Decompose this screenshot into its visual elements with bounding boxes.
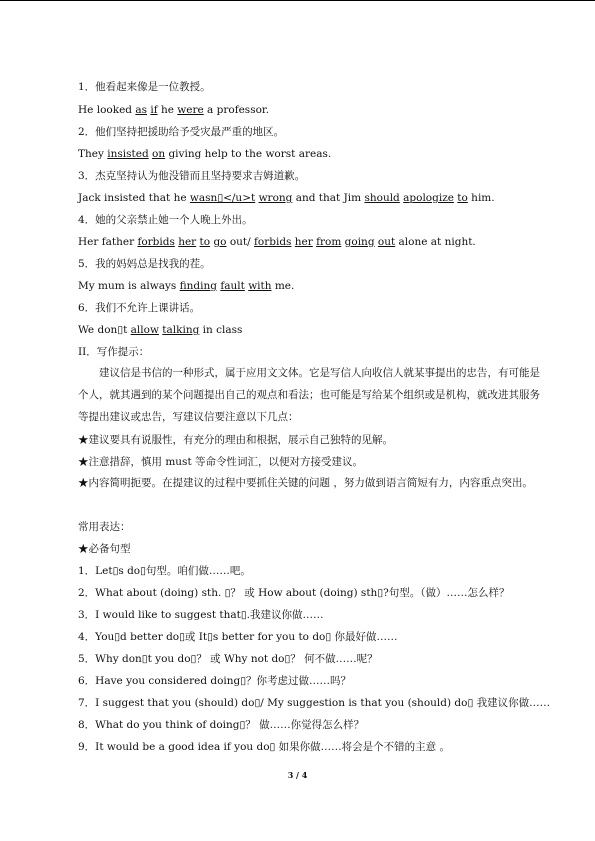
common-expressions-label: 常用表达：	[78, 521, 131, 533]
pattern-4: 4．You▯d better do▯或 It▯s better for you to do▯ 你最好做……	[78, 631, 398, 643]
item-4-english: Her father forbids her to go out/ forbids her from going out alone at night.	[78, 236, 476, 248]
tip-2: ★注意措辞，慎用 must 等命令性词汇，以便对方接受建议。	[78, 456, 364, 468]
item-1-chinese: 1．他看起来像是一位教授。	[78, 81, 211, 93]
item-4-chinese: 4．她的父亲禁止她一个人晚上外出。	[78, 214, 253, 226]
intro-paragraph: 建议信是书信的一种形式，属于应用文文体。它是写信人向收信人就某事提出的忠告，有可能是个人，就其遇到的某个问题提出自己的观点和看法；也可能是写给某个组织或是机构，就改进其服务等提出建议或忠告，写建议信要注意以下几点：	[78, 367, 540, 423]
item-3-english: Jack insisted that he wasn▯</u>t wrong and that Jim should apologize to him.	[78, 192, 495, 204]
pattern-5: 5．Why don▯t you do▯？ 或 Why not do▯？ 何不做……呢？	[78, 653, 378, 665]
item-6-chinese: 6．我们不允许上课讲话。	[78, 302, 201, 314]
page-number: 3 / 4	[287, 770, 308, 780]
pattern-7: 7．I suggest that you (should) do▯/ My suggestion is that you (should) do▯ 我建议你做……	[78, 697, 551, 709]
item-2-english: They insisted on giving help to the worst areas.	[78, 148, 332, 160]
section-title: II．写作提示：	[78, 346, 150, 358]
pattern-8: 8．What do you think of doing▯？ 做……你觉得怎么样？	[78, 719, 365, 731]
item-5-english: My mum is always finding fault with me.	[78, 280, 295, 292]
pattern-9: 9．It would be a good idea if you do▯ 如果你做……将会是个不错的主意 。	[78, 741, 450, 753]
pattern-3: 3．I would like to suggest that▯.我建议你做……	[78, 609, 324, 621]
must-patterns-label: ★必备句型	[78, 543, 131, 555]
pattern-6: 6．Have you considered doing▯？你考虑过做……吗？	[78, 675, 352, 687]
tip-1: ★建议要具有说服性，有充分的理由和根据，展示自己独特的见解。	[78, 434, 393, 446]
pattern-2: 2．What about (doing) sth. ▯？ 或 How about (doing) sth▯?句型。（做）……怎么样？	[78, 587, 510, 599]
item-2-chinese: 2．他们坚持把援助给予受灾最严重的地区。	[78, 126, 285, 138]
item-1-english: He looked as if he were a professor.	[78, 104, 270, 116]
item-6-english: We don▯t allow talking in class	[78, 324, 243, 336]
tip-3: ★内容简明扼要。在提建议的过程中要抓住关键的问题 ，努力做到语言简短有力，内容重点突出。	[78, 477, 533, 489]
item-3-chinese: 3．杰克坚持认为他没错而且坚持要求吉姆道歉。	[78, 170, 306, 182]
pattern-1: 1．Let▯s do▯句型。咱们做……吧。	[78, 565, 251, 577]
top-rule	[0, 0, 595, 1]
item-5-chinese: 5．我的妈妈总是找我的茬。	[78, 258, 211, 270]
